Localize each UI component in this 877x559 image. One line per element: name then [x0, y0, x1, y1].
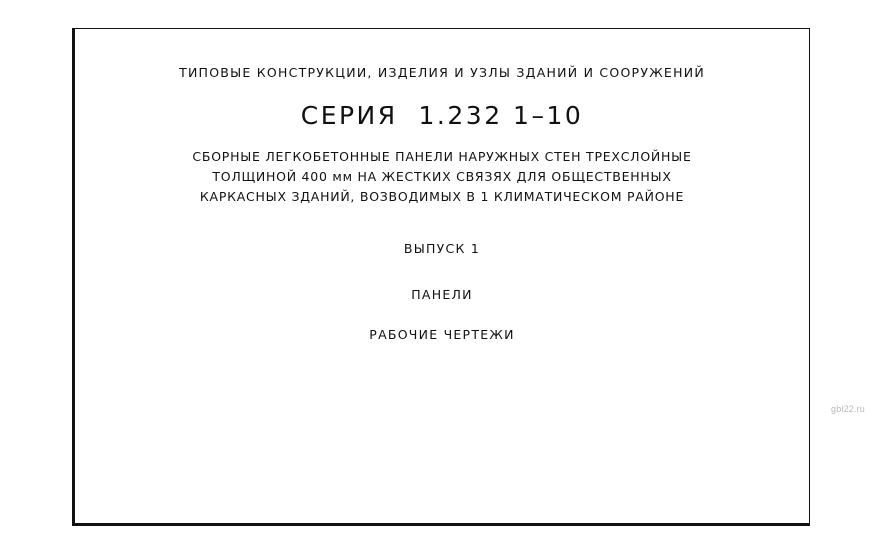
watermark-label: gbi22.ru: [831, 404, 865, 414]
subtitle-line-1: СБОРНЫЕ ЛЕГКОБЕТОННЫЕ ПАНЕЛИ НАРУЖНЫХ СТЕН ТРЕХСЛОЙНЫЕ: [192, 149, 692, 164]
subtitle-line-3: КАРКАСНЫХ ЗДАНИЙ, ВОЗВОДИМЫХ В 1 КЛИМАТИЧЕСКОМ РАЙОНЕ: [199, 189, 685, 204]
subtitle-line-2: ТОЛЩИНОЙ 400 мм НА ЖЕСТКИХ СВЯЗЯХ ДЛЯ ОБЩЕСТВЕННЫХ: [212, 169, 672, 184]
document-header-line: ТИПОВЫЕ КОНСТРУКЦИИ, ИЗДЕЛИЯ И УЗЛЫ ЗДАНИЙ И СООРУЖЕНИЙ: [179, 65, 705, 80]
drawing-frame: [72, 28, 810, 526]
series-title: СЕРИЯ 1.232 1–10: [300, 101, 584, 130]
subtitle-block: [75, 147, 809, 207]
panels-line: ПАНЕЛИ: [411, 287, 473, 302]
working-drawings-line: РАБОЧИЕ ЧЕРТЕЖИ: [369, 327, 515, 342]
issue-line: ВЫПУСК 1: [403, 241, 481, 256]
